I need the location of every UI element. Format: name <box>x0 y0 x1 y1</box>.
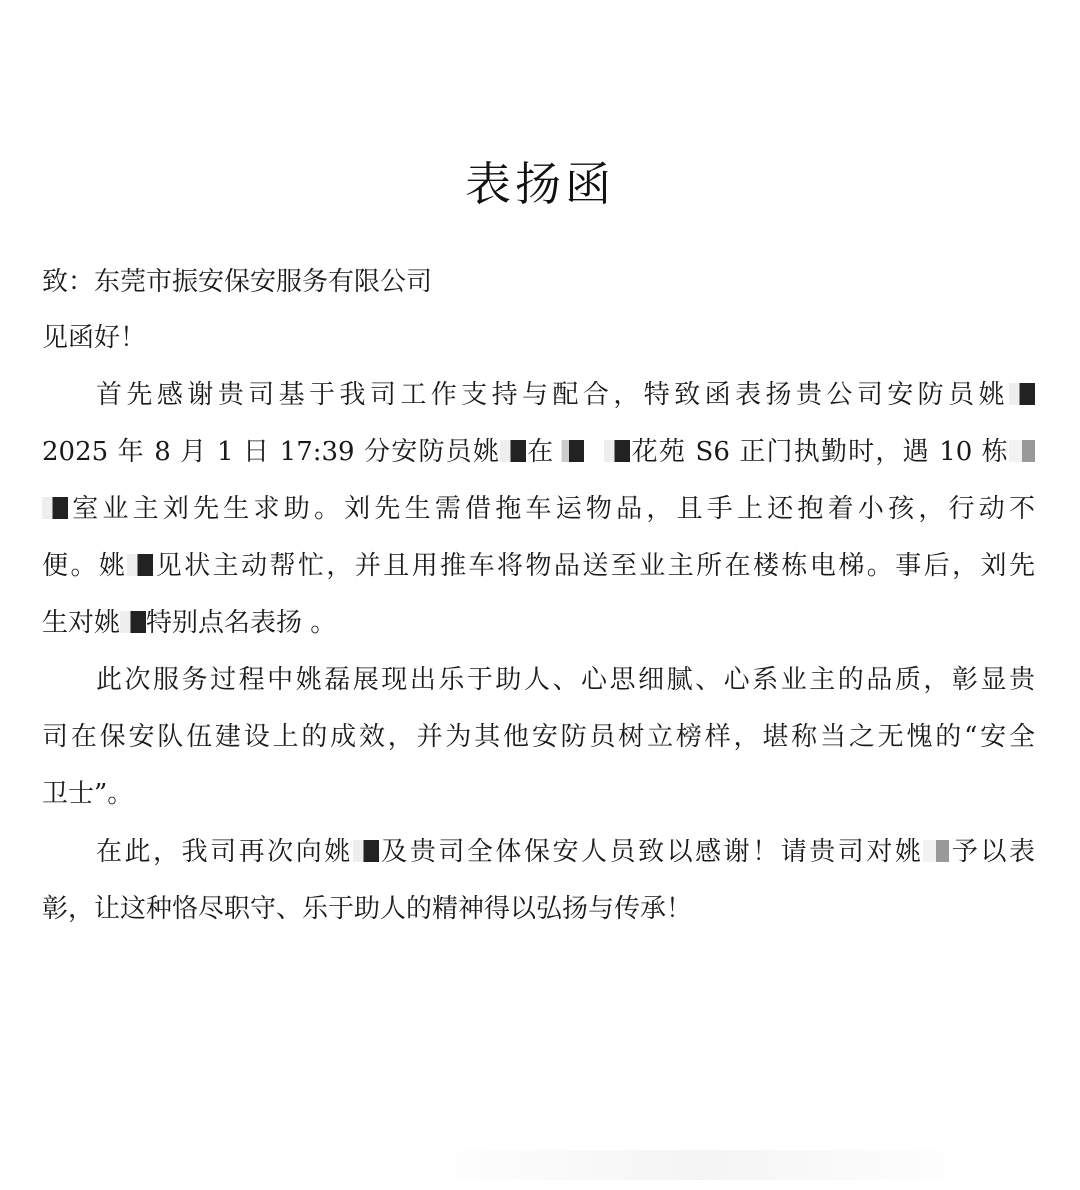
document-title: 表扬函 <box>465 157 615 211</box>
letter-line <box>42 777 1035 811</box>
letter-line <box>42 606 1035 640</box>
redaction-block <box>127 554 153 576</box>
letter-line <box>42 720 1035 754</box>
letter-line <box>42 435 1035 469</box>
line-text: 在此，我司再次向姚 <box>96 837 353 867</box>
letter-line <box>42 549 1035 583</box>
line-text: 予以表 <box>949 837 1035 867</box>
letter-line <box>42 892 1035 926</box>
line-text: 花苑 S6 正门执勤时，遇 10 栋 <box>630 437 1009 467</box>
line-text: 卫士”。 <box>42 779 134 809</box>
letter-line <box>42 265 1035 299</box>
letter-line <box>42 492 1035 526</box>
line-text: 生对姚 <box>42 608 121 638</box>
line-text: 彰，让这种恪尽职守、乐于助人的精神得以弘扬与传承！ <box>42 894 693 924</box>
redaction-block <box>604 440 630 462</box>
letter-line <box>96 835 1035 869</box>
redaction-block <box>353 840 379 862</box>
scan-smudge <box>420 1150 980 1180</box>
line-text: 在 <box>526 437 555 467</box>
line-text: 见状主动帮忙，并且用推车将物品送至业主所在楼栋电梯。事后，刘先 <box>153 551 1035 581</box>
letter-line <box>96 378 1035 412</box>
line-text: 见函好！ <box>42 323 147 353</box>
line-text: 2025 年 8 月 1 日 17:39 分安防员姚 <box>42 437 501 467</box>
redaction-block <box>120 611 146 633</box>
line-text: 司在保安队伍建设上的成效，并为其他安防员树立榜样，堪称当之无愧的“安全 <box>42 722 1035 752</box>
letter-line <box>96 663 1035 697</box>
letter-line <box>42 321 1035 355</box>
line-text: 便。姚 <box>42 551 128 581</box>
redaction-block <box>42 497 68 519</box>
redaction-block <box>1009 440 1035 462</box>
line-text: 致：东莞市振安保安服务有限公司 <box>42 267 433 297</box>
line-text: 特别点名表扬 。 <box>146 608 337 638</box>
redaction-block <box>923 840 949 862</box>
redaction-block <box>500 440 526 462</box>
redaction-block <box>1009 383 1035 405</box>
line-text: 室业主刘先生求助。刘先生需借拖车运物品，且手上还抱着小孩，行动不 <box>68 494 1035 524</box>
line-text: 此次服务过程中姚磊展现出乐于助人、心思细腻、心系业主的品质，彰显贵 <box>96 665 1035 695</box>
redaction-block <box>554 440 604 462</box>
line-text: 首先感谢贵司基于我司工作支持与配合，特致函表扬贵公司安防员姚 <box>96 380 1009 410</box>
line-text: 及贵司全体保安人员致以感谢！请贵司对姚 <box>378 837 924 867</box>
